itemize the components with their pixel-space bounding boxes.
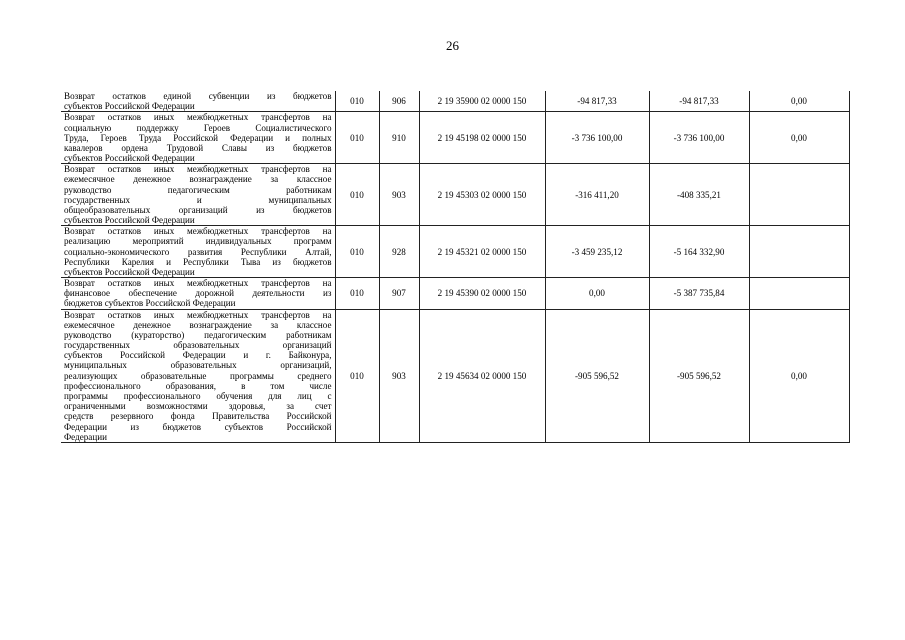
plan-amount-cell: -3 736 100,00 (545, 112, 649, 164)
description-line: субъектов Российской Федерации (64, 101, 195, 112)
fact-amount-cell: -5 164 332,90 (649, 226, 749, 278)
description-line: Возврат остатков иных межбюджетных трансфертов на (64, 226, 332, 237)
description-line: реализующих образовательные программы среднего (64, 370, 332, 381)
fact-amount-cell: -94 817,33 (649, 91, 749, 112)
description-line: Федерации (64, 431, 107, 442)
admin-code-cell: 010 (335, 278, 379, 310)
chapter-code-cell: 910 (379, 112, 419, 164)
fact-amount-cell: -3 736 100,00 (649, 112, 749, 164)
description-line: Республики Карелия и Республики Тыва из бюджетов (64, 256, 332, 267)
description-line: Труда, Героев Труда Российской Федерации и полных (64, 132, 332, 143)
plan-amount-cell: -3 459 235,12 (545, 226, 649, 278)
budget-table (61, 91, 850, 443)
description-line: субъектов Российской Федерации (64, 153, 195, 164)
description-line: программы профессионального обучения для лиц с (64, 390, 332, 401)
description-line: ограниченными возможностями здоровья, за счет (64, 401, 332, 412)
table-body (61, 91, 849, 442)
percent-cell (749, 226, 849, 278)
description-line: государственных и муниципальных (64, 194, 332, 205)
table-row (61, 278, 849, 310)
percent-cell (749, 164, 849, 226)
description-cell (61, 164, 335, 226)
chapter-code-cell: 907 (379, 278, 419, 310)
plan-amount-cell: -905 596,52 (545, 309, 649, 442)
description-line: ежемесячное денежное вознаграждение за классное (64, 319, 332, 330)
percent-cell (749, 278, 849, 310)
description-line: Возврат остатков иных межбюджетных трансфертов на (64, 278, 332, 289)
description-line: Возврат остатков иных межбюджетных трансфертов на (64, 164, 332, 175)
description-line: руководство педагогическим работникам (64, 184, 332, 195)
description-line: субъектов Российской Федерации (64, 215, 195, 226)
plan-amount-cell: -94 817,33 (545, 91, 649, 112)
description-line: финансовое обеспечение дорожной деятельности из (64, 288, 332, 299)
table-row (61, 91, 849, 112)
description-line: профессионального образования, в том числе (64, 380, 332, 391)
description-cell (61, 309, 335, 442)
description-line: социально-экономического развития Республики Алтай, (64, 246, 332, 257)
description-cell (61, 278, 335, 310)
kbk-code-cell: 2 19 45634 02 0000 150 (419, 309, 545, 442)
description-line: Возврат остатков иных межбюджетных трансфертов на (64, 112, 332, 123)
description-line: Возврат остатков единой субвенции из бюджетов (64, 91, 332, 101)
description-cell (61, 91, 335, 112)
description-line: социальную поддержку Героев Социалистического (64, 122, 332, 133)
fact-amount-cell: -905 596,52 (649, 309, 749, 442)
kbk-code-cell: 2 19 45390 02 0000 150 (419, 278, 545, 310)
description-line: государственных образовательных организаций (64, 340, 332, 351)
table-row (61, 164, 849, 226)
admin-code-cell: 010 (335, 226, 379, 278)
percent-cell: 0,00 (749, 91, 849, 112)
description-line: средств резервного фонда Правительства Российской (64, 411, 332, 422)
description-line: реализацию мероприятий индивидуальных программ (64, 236, 332, 247)
description-cell (61, 112, 335, 164)
kbk-code-cell: 2 19 35900 02 0000 150 (419, 91, 545, 112)
description-line: субъектов Российской Федерации и г. Байконура, (64, 350, 332, 361)
description-line: Федерации из бюджетов субъектов Российской (64, 421, 332, 432)
kbk-code-cell: 2 19 45321 02 0000 150 (419, 226, 545, 278)
admin-code-cell: 010 (335, 309, 379, 442)
percent-cell: 0,00 (749, 309, 849, 442)
kbk-code-cell: 2 19 45198 02 0000 150 (419, 112, 545, 164)
plan-amount-cell: -316 411,20 (545, 164, 649, 226)
description-line: муниципальных образовательных организаций, (64, 360, 332, 371)
table-row (61, 112, 849, 164)
description-line: Возврат остатков иных межбюджетных трансфертов на (64, 309, 332, 320)
description-line: бюджетов субъектов Российской Федерации (64, 298, 236, 309)
kbk-code-cell: 2 19 45303 02 0000 150 (419, 164, 545, 226)
percent-cell: 0,00 (749, 112, 849, 164)
page-number: 26 (446, 38, 459, 53)
table-row (61, 226, 849, 278)
admin-code-cell: 010 (335, 91, 379, 112)
description-line: кавалеров ордена Трудовой Славы из бюджетов (64, 142, 332, 153)
chapter-code-cell: 906 (379, 91, 419, 112)
admin-code-cell: 010 (335, 112, 379, 164)
fact-amount-cell: -408 335,21 (649, 164, 749, 226)
admin-code-cell: 010 (335, 164, 379, 226)
description-line: субъектов Российской Федерации (64, 266, 195, 277)
description-line: ежемесячное денежное вознаграждение за классное (64, 174, 332, 185)
chapter-code-cell: 928 (379, 226, 419, 278)
description-line: руководство (кураторство) педагогическим работникам (64, 329, 332, 340)
chapter-code-cell: 903 (379, 309, 419, 442)
table-row (61, 309, 849, 442)
description-cell (61, 226, 335, 278)
description-line: общеобразовательных организаций из бюджетов (64, 204, 332, 215)
chapter-code-cell: 903 (379, 164, 419, 226)
plan-amount-cell: 0,00 (545, 278, 649, 310)
fact-amount-cell: -5 387 735,84 (649, 278, 749, 310)
